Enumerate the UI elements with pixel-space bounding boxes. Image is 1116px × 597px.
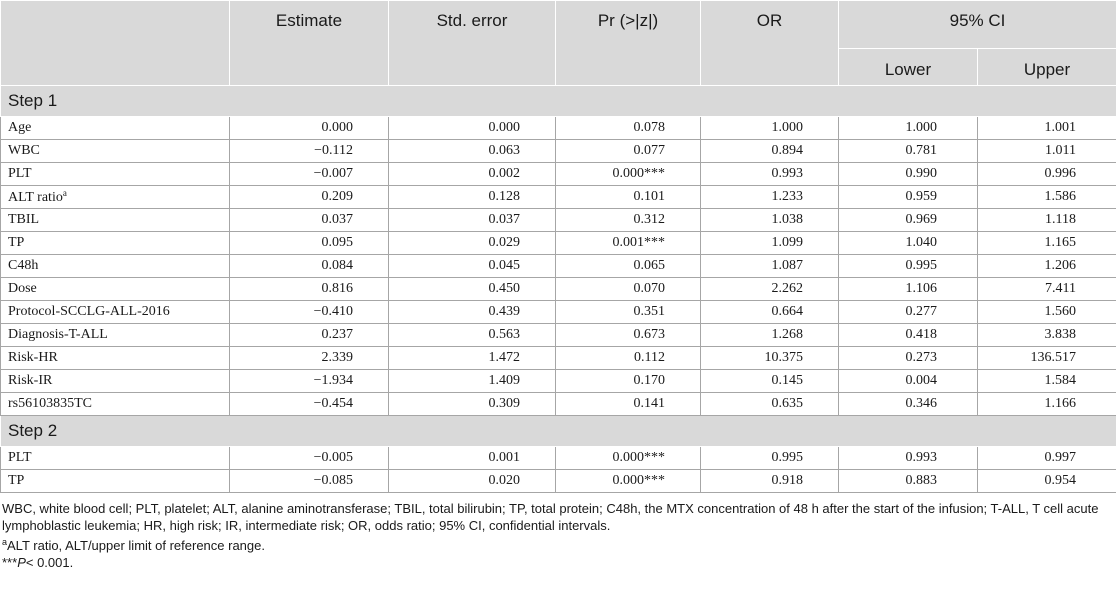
cell-lower: 0.346 [839, 393, 978, 416]
header-odds-ratio: OR [701, 1, 839, 86]
variable-name [1, 255, 230, 278]
variable-name-text: Risk-HR [8, 350, 58, 365]
table-row [1, 278, 1116, 301]
cell-pr: 0.000*** [556, 447, 701, 470]
variable-name [1, 393, 230, 416]
variable-name [1, 232, 230, 255]
cell-lower: 0.993 [839, 447, 978, 470]
cell-std-error: 0.037 [389, 209, 556, 232]
cell-estimate: 0.084 [230, 255, 389, 278]
header-std-error: Std. error [389, 1, 556, 86]
footnote-a-text: ALT ratio, ALT/upper limit of reference range. [7, 538, 265, 553]
variable-name [1, 347, 230, 370]
variable-name-text: PLT [8, 166, 32, 181]
cell-pr: 0.077 [556, 140, 701, 163]
cell-upper: 1.206 [978, 255, 1116, 278]
abbreviations-note: WBC, white blood cell; PLT, platelet; ALT, alanine aminotransferase; TBIL, total bilirubin; TP, total protein; C48h, the MTX concentration of 48 h after the start of the infusion; T-ALL, T cell acute lymphoblastic leukemia; HR, high risk; IR, intermediate risk; OR, odds ratio; 95% CI, confidential intervals. [2, 501, 1099, 533]
cell-estimate: 2.339 [230, 347, 389, 370]
cell-std-error: 0.000 [389, 117, 556, 140]
table-row [1, 186, 1116, 209]
cell-std-error: 0.002 [389, 163, 556, 186]
footnote-a-mark: a [2, 537, 8, 547]
cell-lower: 0.418 [839, 324, 978, 347]
cell-upper: 1.586 [978, 186, 1116, 209]
table-footnotes [0, 493, 1116, 571]
cell-pr: 0.001*** [556, 232, 701, 255]
cell-or: 0.635 [701, 393, 839, 416]
cell-upper: 0.954 [978, 470, 1116, 493]
cell-estimate: 0.095 [230, 232, 389, 255]
variable-name [1, 209, 230, 232]
cell-estimate: −0.005 [230, 447, 389, 470]
table-row [1, 140, 1116, 163]
cell-std-error: 0.020 [389, 470, 556, 493]
cell-lower: 0.004 [839, 370, 978, 393]
cell-upper: 136.517 [978, 347, 1116, 370]
cell-std-error: 0.563 [389, 324, 556, 347]
cell-or: 1.038 [701, 209, 839, 232]
cell-lower: 0.969 [839, 209, 978, 232]
cell-or: 1.268 [701, 324, 839, 347]
cell-lower: 0.277 [839, 301, 978, 324]
step-1-label: Step 1 [1, 86, 1116, 117]
cell-pr: 0.170 [556, 370, 701, 393]
step-1-row [1, 86, 1116, 117]
variable-name-text: TBIL [8, 212, 40, 227]
header-ci-lower: Lower [839, 49, 978, 86]
footnote-p-var: P [17, 555, 26, 570]
cell-or: 1.233 [701, 186, 839, 209]
variable-name-text: TP [8, 473, 25, 488]
variable-name [1, 324, 230, 347]
cell-upper: 0.996 [978, 163, 1116, 186]
cell-upper: 1.165 [978, 232, 1116, 255]
cell-lower: 0.995 [839, 255, 978, 278]
cell-std-error: 0.309 [389, 393, 556, 416]
cell-lower: 1.000 [839, 117, 978, 140]
cell-estimate: 0.037 [230, 209, 389, 232]
variable-name-text: Protocol-SCCLG-ALL-2016 [8, 304, 170, 319]
variable-name-text: TP [8, 235, 25, 250]
table-row [1, 447, 1116, 470]
cell-or: 0.995 [701, 447, 839, 470]
footnote-p-mark: *** [2, 555, 18, 570]
variable-name [1, 470, 230, 493]
table-row [1, 209, 1116, 232]
table-row [1, 301, 1116, 324]
cell-pr: 0.673 [556, 324, 701, 347]
header-ci-upper: Upper [978, 49, 1116, 86]
cell-upper: 0.997 [978, 447, 1116, 470]
step-2-row [1, 416, 1116, 447]
footnote-marker: a [62, 188, 67, 198]
table-row [1, 232, 1116, 255]
cell-lower: 0.959 [839, 186, 978, 209]
variable-name [1, 447, 230, 470]
cell-std-error: 0.063 [389, 140, 556, 163]
variable-name-text: Diagnosis-T-ALL [8, 327, 108, 342]
cell-lower: 0.883 [839, 470, 978, 493]
table-row [1, 370, 1116, 393]
cell-or: 1.000 [701, 117, 839, 140]
cell-estimate: −0.454 [230, 393, 389, 416]
cell-or: 2.262 [701, 278, 839, 301]
cell-pr: 0.351 [556, 301, 701, 324]
cell-upper: 3.838 [978, 324, 1116, 347]
cell-std-error: 1.409 [389, 370, 556, 393]
variable-name-text: Age [8, 120, 32, 135]
step-2-label: Step 2 [1, 416, 1116, 447]
footnote-p [2, 554, 1114, 571]
cell-upper: 1.001 [978, 117, 1116, 140]
cell-or: 0.664 [701, 301, 839, 324]
cell-pr: 0.000*** [556, 470, 701, 493]
cell-estimate: −0.007 [230, 163, 389, 186]
cell-or: 10.375 [701, 347, 839, 370]
cell-estimate: 0.237 [230, 324, 389, 347]
cell-upper: 1.118 [978, 209, 1116, 232]
variable-name [1, 278, 230, 301]
cell-upper: 1.584 [978, 370, 1116, 393]
variable-name-text: C48h [8, 258, 39, 273]
cell-estimate: −1.934 [230, 370, 389, 393]
footnote-a [2, 534, 1114, 554]
variable-name-text: PLT [8, 450, 32, 465]
cell-std-error: 1.472 [389, 347, 556, 370]
cell-or: 0.894 [701, 140, 839, 163]
cell-lower: 1.040 [839, 232, 978, 255]
cell-estimate: 0.000 [230, 117, 389, 140]
variable-name [1, 301, 230, 324]
cell-std-error: 0.128 [389, 186, 556, 209]
table-row [1, 117, 1116, 140]
table-row [1, 255, 1116, 278]
cell-lower: 0.990 [839, 163, 978, 186]
cell-or: 0.145 [701, 370, 839, 393]
cell-lower: 0.273 [839, 347, 978, 370]
cell-std-error: 0.029 [389, 232, 556, 255]
cell-or: 0.993 [701, 163, 839, 186]
header-p-value: Pr (>|z|) [556, 1, 701, 86]
table-row [1, 347, 1116, 370]
header-estimate: Estimate [230, 1, 389, 86]
header-variable [1, 1, 230, 86]
variable-name-text: Dose [8, 281, 37, 296]
cell-upper: 7.411 [978, 278, 1116, 301]
cell-estimate: −0.085 [230, 470, 389, 493]
variable-name-text: Risk-IR [8, 373, 53, 388]
cell-std-error: 0.001 [389, 447, 556, 470]
cell-pr: 0.000*** [556, 163, 701, 186]
cell-pr: 0.078 [556, 117, 701, 140]
cell-pr: 0.112 [556, 347, 701, 370]
cell-pr: 0.065 [556, 255, 701, 278]
variable-name-text: ALT ratio [8, 190, 63, 205]
cell-std-error: 0.045 [389, 255, 556, 278]
cell-estimate: 0.816 [230, 278, 389, 301]
table-row [1, 393, 1116, 416]
table-row [1, 163, 1116, 186]
cell-lower: 0.781 [839, 140, 978, 163]
variable-name [1, 186, 230, 209]
table-row [1, 470, 1116, 493]
table-row [1, 324, 1116, 347]
cell-lower: 1.106 [839, 278, 978, 301]
cell-or: 1.099 [701, 232, 839, 255]
cell-estimate: 0.209 [230, 186, 389, 209]
cell-std-error: 0.439 [389, 301, 556, 324]
cell-pr: 0.101 [556, 186, 701, 209]
cell-or: 0.918 [701, 470, 839, 493]
variable-name-text: WBC [8, 143, 40, 158]
variable-name-text: rs56103835TC [8, 396, 92, 411]
cell-pr: 0.312 [556, 209, 701, 232]
cell-upper: 1.011 [978, 140, 1116, 163]
cell-upper: 1.560 [978, 301, 1116, 324]
cell-std-error: 0.450 [389, 278, 556, 301]
variable-name [1, 117, 230, 140]
cell-estimate: −0.410 [230, 301, 389, 324]
variable-name [1, 370, 230, 393]
variable-name [1, 140, 230, 163]
cell-pr: 0.141 [556, 393, 701, 416]
cell-or: 1.087 [701, 255, 839, 278]
footnote-p-text: < 0.001. [25, 555, 74, 570]
cell-estimate: −0.112 [230, 140, 389, 163]
header-95-ci: 95% CI [839, 1, 1116, 49]
variable-name [1, 163, 230, 186]
cell-upper: 1.166 [978, 393, 1116, 416]
cell-pr: 0.070 [556, 278, 701, 301]
